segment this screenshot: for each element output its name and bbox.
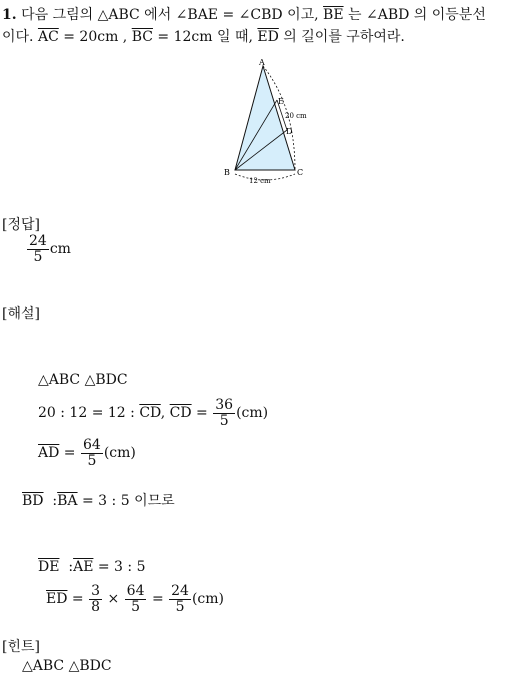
- solution-text: 20 : 12 = 12 :: [38, 405, 135, 422]
- fraction-24-5: [169, 584, 191, 614]
- numerator: 3: [91, 583, 101, 599]
- label-d: D: [286, 127, 293, 136]
- segment-ba: $\overline{BA}$: [57, 493, 78, 509]
- solution-text: :: [68, 559, 74, 575]
- solution-text: ×: [107, 591, 120, 608]
- problem-text: 의 길이를 구하여라.: [283, 29, 405, 45]
- solution-unit: (cm): [103, 445, 136, 462]
- label-bc-length: 12 cm: [249, 177, 271, 185]
- segment-ed: $\overline{ED}$: [46, 591, 68, 608]
- solution-text: = 3 : 5 이므로: [82, 493, 175, 509]
- denominator: 5: [87, 452, 97, 469]
- solution-unit: (cm): [191, 591, 224, 608]
- fraction-ad: [81, 438, 103, 468]
- numerator: 36: [215, 397, 234, 413]
- numerator: 64: [126, 583, 145, 599]
- label-c: C: [297, 168, 304, 177]
- problem-line-2: [2, 26, 405, 46]
- solution-line-6: [46, 584, 224, 614]
- problem-text: 는 ∠ABD 의 이등분선: [348, 7, 486, 23]
- denominator: 5: [175, 598, 185, 615]
- denominator: 5: [219, 412, 229, 429]
- numerator: 24: [171, 583, 189, 599]
- segment-be: $\overline{BE}$: [323, 7, 344, 23]
- triangle-figure: [215, 56, 325, 186]
- label-b: B: [224, 168, 230, 177]
- hint-label: [힌트]: [2, 639, 40, 655]
- answer-label: [정답]: [2, 217, 40, 233]
- solution-text: :: [52, 493, 58, 509]
- denominator: 8: [91, 598, 101, 615]
- solution-text: =: [196, 405, 208, 422]
- segment-ac: $\overline{AC}$: [37, 29, 59, 45]
- solution-text: ,: [160, 405, 166, 422]
- answer-denominator: 5: [33, 248, 43, 265]
- answer-unit: cm: [49, 241, 71, 258]
- fraction-64-5: [125, 584, 147, 614]
- solution-line-2: [38, 398, 268, 428]
- solution-text: =: [71, 591, 84, 608]
- solution-text: = 3 : 5: [97, 559, 146, 575]
- problem-line-1: [2, 4, 486, 24]
- problem-text: = 12cm 일 때,: [157, 29, 253, 45]
- segment-bd: $\overline{BD}$: [22, 493, 44, 509]
- hint-text: △ABC △BDC: [22, 658, 112, 674]
- fraction-3-8: [89, 584, 102, 614]
- solution-line-3: [38, 438, 136, 468]
- solution-label: [해설]: [2, 306, 40, 322]
- segment-ae: $\overline{AE}$: [73, 559, 94, 575]
- problem-text: 이다.: [2, 29, 34, 45]
- answer-fraction: [27, 234, 49, 264]
- answer-numerator: 24: [29, 233, 47, 249]
- segment-ed: $\overline{ED}$: [257, 29, 279, 45]
- problem-text: = 20cm ,: [63, 29, 128, 45]
- fraction-cd: [213, 398, 235, 428]
- denominator: 5: [131, 598, 141, 615]
- label-a: A: [259, 58, 265, 67]
- solution-unit: (cm): [236, 405, 269, 422]
- solution-line-1: △ABC △BDC: [38, 372, 128, 388]
- label-e: E: [278, 97, 284, 106]
- segment-ad: $\overline{AD}$: [38, 445, 60, 462]
- segment-bc: $\overline{BC}$: [131, 29, 153, 45]
- segment-de: $\overline{DE}$: [38, 559, 60, 575]
- label-ac-length: 20 cm: [285, 112, 307, 120]
- solution-text: =: [151, 591, 164, 608]
- segment-cd: $\overline{CD}$: [139, 405, 161, 422]
- problem-text: 다음 그림의 △ABC 에서 ∠BAE = ∠CBD 이고,: [21, 7, 319, 23]
- solution-line-4: [22, 490, 175, 510]
- problem-number: 1.: [2, 7, 17, 23]
- solution-line-5: [38, 559, 146, 575]
- segment-cd: $\overline{CD}$: [169, 405, 192, 422]
- numerator: 64: [82, 437, 101, 453]
- answer-value: [26, 234, 71, 264]
- solution-text: =: [63, 445, 76, 462]
